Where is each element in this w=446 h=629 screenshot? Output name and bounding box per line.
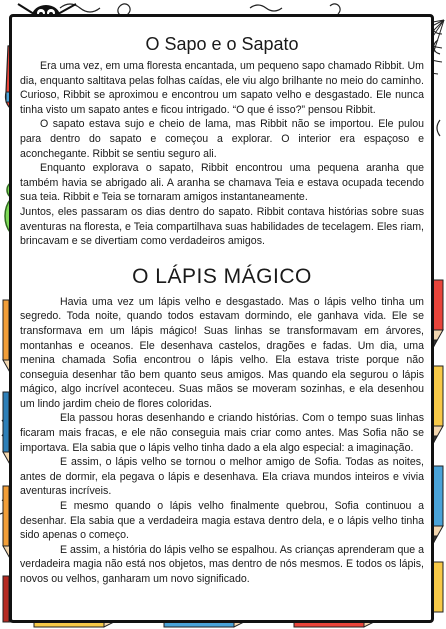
story2-paragraph-2: Ela passou horas desenhando e criando histórias. Com o tempo suas linhas ficaram mais fracas, e ele não conseguia mais criar como antes. Mas Sofia não se importava. Ela sabia que o lápis velho tinha dado a ela algo especial: a imaginação. bbox=[20, 412, 424, 454]
story2-paragraph-3: E assim, o lápis velho se tornou o melhor amigo de Sofia. Todas as noites, antes de dormir, ela pegava o lápis e desenhava. Ela criava mundos inteiros e vivia aventuras incríveis. bbox=[20, 456, 424, 498]
story1-paragraph-4: Juntos, eles passaram os dias dentro do sapato. Ribbit contava histórias sobre suas aventuras na floresta, e Teia compartilhava suas habilidades de tecelagem. Eles riam, brincavam e se divertiam como verdadeiros amigos. bbox=[20, 205, 424, 248]
story2-paragraph-1: Havia uma vez um lápis velho e desgastado. Mas o lápis velho tinha um segredo. Toda noite, quando todos estavam dormindo, ele ganhava vida. Ele se transformava em um lápis mágico! Suas linhas se transformavam em árvores, montanhas e oceanos. Ele desenhava castelos, dragões e fadas. Um dia, uma menina chamada Sofia encontrou o lápis velho. Ela estava triste porque não conseguia desenhar tão bem quanto seus amigos. Mas quando ela segurou o lápis mágico, algo incrível aconteceu. Suas mãos se moveram sozinhas, e ela desenhou um lindo jardim cheio de flores coloridas. bbox=[20, 295, 424, 410]
story1-paragraph-1: Era uma vez, em uma floresta encantada, um pequeno sapo chamado Ribbit. Um dia, enquanto saltitava pelas folhas caídas, ele viu algo brilhante no meio do caminho. Curioso, Ribbit se aproximou e encontrou um sapato velho e desgastado. Ele nunca tinha visto um sapato antes e ficou intrigado. “O que é isso?” pensou Ribbit. bbox=[20, 60, 425, 116]
story1-title: O Sapo e o Sapato bbox=[145, 34, 299, 54]
story2-paragraph-4: E mesmo quando o lápis velho finalmente quebrou, Sofia continuou a desenhar. Ela sabia que a verdadeira magia estava dentro dela, e o lápis velho tinha sido apenas o começo. bbox=[20, 500, 424, 542]
story1-paragraph-2: O sapato estava sujo e cheio de lama, mas Ribbit não se importou. Ele pulou para dentro do sapato e começou a explorar. O interior era espaçoso e aconchegante. Ribbit se sentiu seguro ali. bbox=[20, 118, 424, 160]
story1-paragraph-3: Enquanto explorava o sapato, Ribbit encontrou uma pequena aranha que também havia se abrigado ali. A aranha se chamava Teia e estava ocupada tecendo sua teia. Ribbit e Teia se tornaram amigos instantaneamente. bbox=[20, 162, 424, 204]
story2-paragraph-5: E assim, a história do lápis velho se espalhou. As crianças aprenderam que a verdadeira magia não está nos objetos, mas dentro de nós mesmos. E todos os lápis, novos ou velhos, ganharam um novo significado. bbox=[20, 543, 424, 585]
story2-title: O LÁPIS MÁGICO bbox=[132, 264, 312, 288]
story-content bbox=[20, 34, 424, 587]
